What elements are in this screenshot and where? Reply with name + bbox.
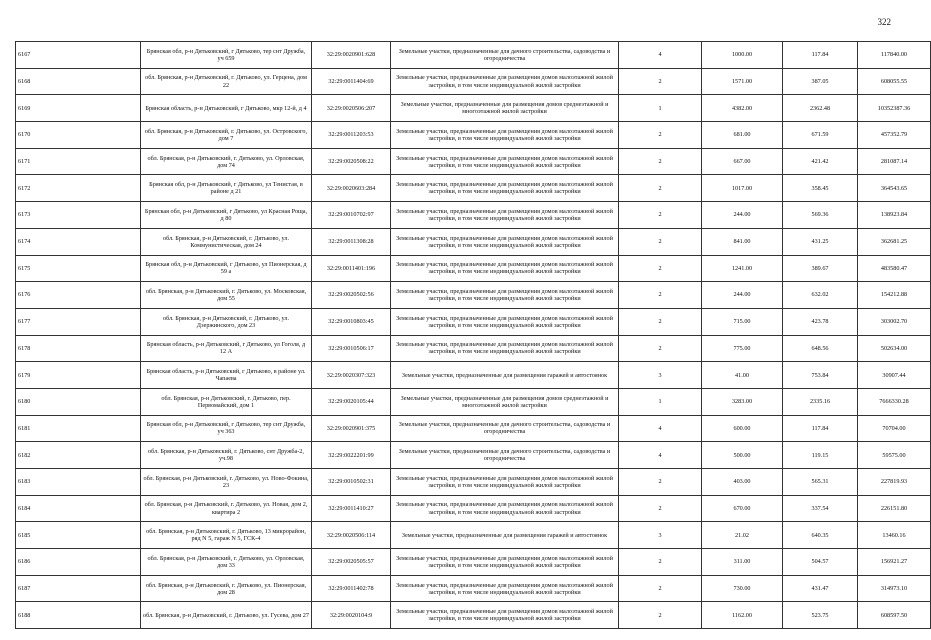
area-cell: 311.00: [702, 549, 783, 576]
registry-table: [15, 41, 931, 629]
use-group-cell: 2: [619, 549, 702, 576]
row-number: 6179: [16, 362, 141, 389]
land-use-cell: Земельные участки, предназначенные для размещения гаражей и автостоянок: [391, 362, 619, 389]
address-cell: обл. Брянская, р-н Дятьковский, г. Дятьково, ул. Пионерская, дом 28: [141, 575, 312, 602]
row-number: 6173: [16, 202, 141, 229]
cadastral-value-cell: 457352.79: [858, 122, 931, 149]
area-cell: 715.00: [702, 308, 783, 335]
specific-value-cell: 504.57: [783, 549, 858, 576]
land-use-cell: Земельные участки, предназначенные для размещения домов среднеэтажной и многоэтажной жилой застройки: [391, 388, 619, 415]
land-use-cell: Земельные участки, предназначенные для размещения домов малоэтажной жилой застройки, в том числе индивидуальной жилой застройки: [391, 282, 619, 309]
address-cell: обл. Брянская, р-н Дятьковский, г. Дятьково, ул. Коммунистическая, дом 24: [141, 228, 312, 255]
cadastral-value-cell: 483580.47: [858, 255, 931, 282]
address-cell: Брянская обл, р-н Дятьковский, г Дятьково, тер снт Дружба, уч 659: [141, 42, 312, 69]
land-use-cell: Земельные участки, предназначенные для размещения домов малоэтажной жилой застройки, в том числе индивидуальной жилой застройки: [391, 495, 619, 522]
address-cell: обл. Брянская, р-н Дятьковский, г. Дятьково, 13 микрорайон, ряд N 5, гараж N 5, ГСК-4: [141, 522, 312, 549]
area-cell: 500.00: [702, 442, 783, 469]
row-number: 6184: [16, 495, 141, 522]
registry-table-body: [16, 42, 931, 629]
use-group-cell: 4: [619, 42, 702, 69]
specific-value-cell: 632.02: [783, 282, 858, 309]
row-number: 6176: [16, 282, 141, 309]
land-use-cell: Земельные участки, предназначенные для размещения домов малоэтажной жилой застройки, в том числе индивидуальной жилой застройки: [391, 68, 619, 95]
address-cell: Брянская область, р-н Дятьковский, г Дятьково, в районе ул. Чапаева: [141, 362, 312, 389]
row-number: 6187: [16, 575, 141, 602]
area-cell: 244.00: [702, 202, 783, 229]
cadastral-number-cell: 32:29:0020901:375: [312, 415, 391, 442]
specific-value-cell: 671.59: [783, 122, 858, 149]
cadastral-number-cell: 32:29:0011402:78: [312, 575, 391, 602]
row-number: 6186: [16, 549, 141, 576]
area-cell: 841.00: [702, 228, 783, 255]
address-cell: Брянская обл, р-н Дятьковский, г Дятьково, тер снт Дружба, уч 363: [141, 415, 312, 442]
table-row: [16, 362, 931, 389]
land-use-cell: Земельные участки, предназначенные для дачного строительства, садоводства и огородничества: [391, 42, 619, 69]
area-cell: 4382.00: [702, 95, 783, 122]
area-cell: 600.00: [702, 415, 783, 442]
specific-value-cell: 2362.48: [783, 95, 858, 122]
area-cell: 1571.00: [702, 68, 783, 95]
cadastral-value-cell: 13460.16: [858, 522, 931, 549]
specific-value-cell: 648.56: [783, 335, 858, 362]
specific-value-cell: 431.47: [783, 575, 858, 602]
cadastral-number-cell: 32:29:0010803:45: [312, 308, 391, 335]
use-group-cell: 4: [619, 442, 702, 469]
land-use-cell: Земельные участки, предназначенные для размещения домов малоэтажной жилой застройки, в том числе индивидуальной жилой застройки: [391, 308, 619, 335]
table-row: [16, 469, 931, 496]
area-cell: 3283.00: [702, 388, 783, 415]
address-cell: обл. Брянская, р-н Дятьковский, г. Дятьково, ул. Московская, дом 55: [141, 282, 312, 309]
table-row: [16, 602, 931, 629]
specific-value-cell: 431.25: [783, 228, 858, 255]
page-number: 322: [877, 17, 891, 27]
table-row: [16, 388, 931, 415]
cadastral-value-cell: 117840.00: [858, 42, 931, 69]
table-row: [16, 308, 931, 335]
table-row: [16, 95, 931, 122]
address-cell: обл. Брянская, р-н Дятьковский, г. Дятьково, ул. Орловская, дом 74: [141, 148, 312, 175]
table-row: [16, 335, 931, 362]
cadastral-value-cell: 10352387.36: [858, 95, 931, 122]
table-row: [16, 175, 931, 202]
area-cell: 1000.00: [702, 42, 783, 69]
use-group-cell: 2: [619, 575, 702, 602]
use-group-cell: 4: [619, 415, 702, 442]
row-number: 6180: [16, 388, 141, 415]
area-cell: 730.00: [702, 575, 783, 602]
address-cell: обл. Брянская, р-н Дятьковский, г. Дятьково, ул. Островского, дом 7: [141, 122, 312, 149]
land-use-cell: Земельные участки, предназначенные для размещения гаражей и автостоянок: [391, 522, 619, 549]
area-cell: 21.02: [702, 522, 783, 549]
use-group-cell: 2: [619, 68, 702, 95]
cadastral-number-cell: 32:29:0020508:22: [312, 148, 391, 175]
specific-value-cell: 640.35: [783, 522, 858, 549]
use-group-cell: 2: [619, 495, 702, 522]
table-row: [16, 522, 931, 549]
row-number: 6188: [16, 602, 141, 629]
cadastral-number-cell: 32:29:0011410:27: [312, 495, 391, 522]
land-use-cell: Земельные участки, предназначенные для дачного строительства, садоводства и огородничества: [391, 442, 619, 469]
cadastral-number-cell: 32:29:0020506:114: [312, 522, 391, 549]
cadastral-number-cell: 32:29:0010506:17: [312, 335, 391, 362]
cadastral-number-cell: 32:29:0020502:56: [312, 282, 391, 309]
cadastral-number-cell: 32:29:0022201:99: [312, 442, 391, 469]
address-cell: обл. Брянская, р-н Дятьковский, г. Дятьково, ул. Гусева, дом 27: [141, 602, 312, 629]
use-group-cell: 2: [619, 122, 702, 149]
land-use-cell: Земельные участки, предназначенные для размещения домов малоэтажной жилой застройки, в том числе индивидуальной жилой застройки: [391, 469, 619, 496]
row-number: 6177: [16, 308, 141, 335]
cadastral-value-cell: 154212.88: [858, 282, 931, 309]
area-cell: 41.00: [702, 362, 783, 389]
use-group-cell: 2: [619, 255, 702, 282]
land-use-cell: Земельные участки, предназначенные для размещения домов малоэтажной жилой застройки, в том числе индивидуальной жилой застройки: [391, 575, 619, 602]
specific-value-cell: 387.05: [783, 68, 858, 95]
area-cell: 670.00: [702, 495, 783, 522]
use-group-cell: 2: [619, 202, 702, 229]
cadastral-value-cell: 30907.44: [858, 362, 931, 389]
use-group-cell: 2: [619, 335, 702, 362]
cadastral-number-cell: 32:29:0011401:196: [312, 255, 391, 282]
land-use-cell: Земельные участки, предназначенные для дачного строительства, садоводства и огородничества: [391, 415, 619, 442]
address-cell: обл. Брянская, р-н Дятьковский, г. Дятьково, ул. Новая, дом 2, квартира 2: [141, 495, 312, 522]
address-cell: Брянская обл, р-н Дятьковский, г Дятьково, ул Красная Роща, д 80: [141, 202, 312, 229]
use-group-cell: 3: [619, 362, 702, 389]
address-cell: обл. Брянская, р-н Дятьковский, г. Дятьково, ул. Ново-Фокина, 23: [141, 469, 312, 496]
land-use-cell: Земельные участки, предназначенные для размещения домов малоэтажной жилой застройки, в том числе индивидуальной жилой застройки: [391, 228, 619, 255]
area-cell: 1241.00: [702, 255, 783, 282]
specific-value-cell: 117.84: [783, 415, 858, 442]
table-row: [16, 549, 931, 576]
land-use-cell: Земельные участки, предназначенные для размещения домов малоэтажной жилой застройки, в том числе индивидуальной жилой застройки: [391, 255, 619, 282]
land-use-cell: Земельные участки, предназначенные для размещения домов среднеэтажной и многоэтажной жилой застройки: [391, 95, 619, 122]
cadastral-value-cell: 608055.55: [858, 68, 931, 95]
row-number: 6175: [16, 255, 141, 282]
land-use-cell: Земельные участки, предназначенные для размещения домов малоэтажной жилой застройки, в том числе индивидуальной жилой застройки: [391, 202, 619, 229]
cadastral-number-cell: 32:29:0011203:53: [312, 122, 391, 149]
row-number: 6183: [16, 469, 141, 496]
table-row: [16, 442, 931, 469]
cadastral-value-cell: 314973.10: [858, 575, 931, 602]
address-cell: обл. Брянская, р-н Дятьковский, г. Дятьково, ул. Герцена, дом 22: [141, 68, 312, 95]
cadastral-value-cell: 608597.50: [858, 602, 931, 629]
cadastral-value-cell: 362681.25: [858, 228, 931, 255]
specific-value-cell: 423.78: [783, 308, 858, 335]
specific-value-cell: 119.15: [783, 442, 858, 469]
specific-value-cell: 389.67: [783, 255, 858, 282]
cadastral-value-cell: 364543.65: [858, 175, 931, 202]
table-row: [16, 255, 931, 282]
land-use-cell: Земельные участки, предназначенные для размещения домов малоэтажной жилой застройки, в том числе индивидуальной жилой застройки: [391, 122, 619, 149]
table-row: [16, 122, 931, 149]
row-number: 6174: [16, 228, 141, 255]
row-number: 6169: [16, 95, 141, 122]
cadastral-number-cell: 32:29:0020104:9: [312, 602, 391, 629]
land-use-cell: Земельные участки, предназначенные для размещения домов малоэтажной жилой застройки, в том числе индивидуальной жилой застройки: [391, 175, 619, 202]
row-number: 6172: [16, 175, 141, 202]
row-number: 6178: [16, 335, 141, 362]
address-cell: Брянская обл, р-н Дятьковский, г Дятьково, ул Тенистая, в районе д 21: [141, 175, 312, 202]
cadastral-value-cell: 138923.84: [858, 202, 931, 229]
table-row: [16, 148, 931, 175]
use-group-cell: 2: [619, 175, 702, 202]
table-row: [16, 42, 931, 69]
specific-value-cell: 358.45: [783, 175, 858, 202]
specific-value-cell: 337.54: [783, 495, 858, 522]
table-row: [16, 282, 931, 309]
cadastral-number-cell: 32:29:0020307:323: [312, 362, 391, 389]
use-group-cell: 2: [619, 228, 702, 255]
use-group-cell: 2: [619, 308, 702, 335]
address-cell: Брянская область, р-н Дятьковский, г Дятьково, мкр 12-й, д 4: [141, 95, 312, 122]
cadastral-number-cell: 32:29:0020105:44: [312, 388, 391, 415]
cadastral-value-cell: 7666330.28: [858, 388, 931, 415]
cadastral-number-cell: 32:29:0010702:97: [312, 202, 391, 229]
land-use-cell: Земельные участки, предназначенные для размещения домов малоэтажной жилой застройки, в том числе индивидуальной жилой застройки: [391, 148, 619, 175]
area-cell: 403.00: [702, 469, 783, 496]
land-use-cell: Земельные участки, предназначенные для размещения домов малоэтажной жилой застройки, в том числе индивидуальной жилой застройки: [391, 335, 619, 362]
cadastral-number-cell: 32:29:0020506:207: [312, 95, 391, 122]
cadastral-value-cell: 502634.00: [858, 335, 931, 362]
specific-value-cell: 565.31: [783, 469, 858, 496]
use-group-cell: 2: [619, 469, 702, 496]
table-row: [16, 202, 931, 229]
specific-value-cell: 523.75: [783, 602, 858, 629]
cadastral-value-cell: 281087.14: [858, 148, 931, 175]
specific-value-cell: 117.84: [783, 42, 858, 69]
cadastral-value-cell: 226151.80: [858, 495, 931, 522]
specific-value-cell: 2335.16: [783, 388, 858, 415]
table-row: [16, 415, 931, 442]
cadastral-value-cell: 70704.00: [858, 415, 931, 442]
cadastral-number-cell: 32:29:0011404:69: [312, 68, 391, 95]
use-group-cell: 2: [619, 602, 702, 629]
table-row: [16, 575, 931, 602]
specific-value-cell: 569.36: [783, 202, 858, 229]
cadastral-value-cell: 227819.93: [858, 469, 931, 496]
use-group-cell: 2: [619, 148, 702, 175]
specific-value-cell: 421.42: [783, 148, 858, 175]
address-cell: обл. Брянская, р-н Дятьковский, г. Дятьково, ул. Дзержинского, дом 23: [141, 308, 312, 335]
area-cell: 775.00: [702, 335, 783, 362]
row-number: 6181: [16, 415, 141, 442]
address-cell: обл. Брянская, р-н Дятьковский, г. Дятьково, ул. Орловская, дом 33: [141, 549, 312, 576]
row-number: 6170: [16, 122, 141, 149]
specific-value-cell: 753.84: [783, 362, 858, 389]
row-number: 6182: [16, 442, 141, 469]
use-group-cell: 3: [619, 522, 702, 549]
area-cell: 667.00: [702, 148, 783, 175]
area-cell: 681.00: [702, 122, 783, 149]
use-group-cell: 2: [619, 282, 702, 309]
area-cell: 244.00: [702, 282, 783, 309]
address-cell: обл. Брянская, р-н Дятьковский, г. Дятьково, снт Дружба-2, уч.98: [141, 442, 312, 469]
use-group-cell: 1: [619, 95, 702, 122]
cadastral-number-cell: 32:29:0020603:284: [312, 175, 391, 202]
area-cell: 1017.00: [702, 175, 783, 202]
row-number: 6167: [16, 42, 141, 69]
area-cell: 1162.00: [702, 602, 783, 629]
cadastral-number-cell: 32:29:0010502:31: [312, 469, 391, 496]
cadastral-number-cell: 32:29:0011308:28: [312, 228, 391, 255]
address-cell: обл. Брянская, р-н Дятьковский, г. Дятьково, пер. Первомайский, дом 1: [141, 388, 312, 415]
row-number: 6171: [16, 148, 141, 175]
cadastral-value-cell: 156921.27: [858, 549, 931, 576]
use-group-cell: 1: [619, 388, 702, 415]
table-row: [16, 68, 931, 95]
table-row: [16, 495, 931, 522]
address-cell: Брянская обл, р-н Дятьковский, г Дятьково, ул Пионерская, д 59 а: [141, 255, 312, 282]
address-cell: Брянская область, р-н Дятьковский, г Дятьково, ул Гоголя, д 12 А: [141, 335, 312, 362]
land-use-cell: Земельные участки, предназначенные для размещения домов малоэтажной жилой застройки, в том числе индивидуальной жилой застройки: [391, 549, 619, 576]
table-row: [16, 228, 931, 255]
row-number: 6185: [16, 522, 141, 549]
cadastral-number-cell: 32:29:0020505:57: [312, 549, 391, 576]
row-number: 6168: [16, 68, 141, 95]
land-use-cell: Земельные участки, предназначенные для размещения домов малоэтажной жилой застройки, в том числе индивидуальной жилой застройки: [391, 602, 619, 629]
cadastral-number-cell: 32:29:0020901:628: [312, 42, 391, 69]
cadastral-value-cell: 59575.00: [858, 442, 931, 469]
cadastral-value-cell: 303002.70: [858, 308, 931, 335]
